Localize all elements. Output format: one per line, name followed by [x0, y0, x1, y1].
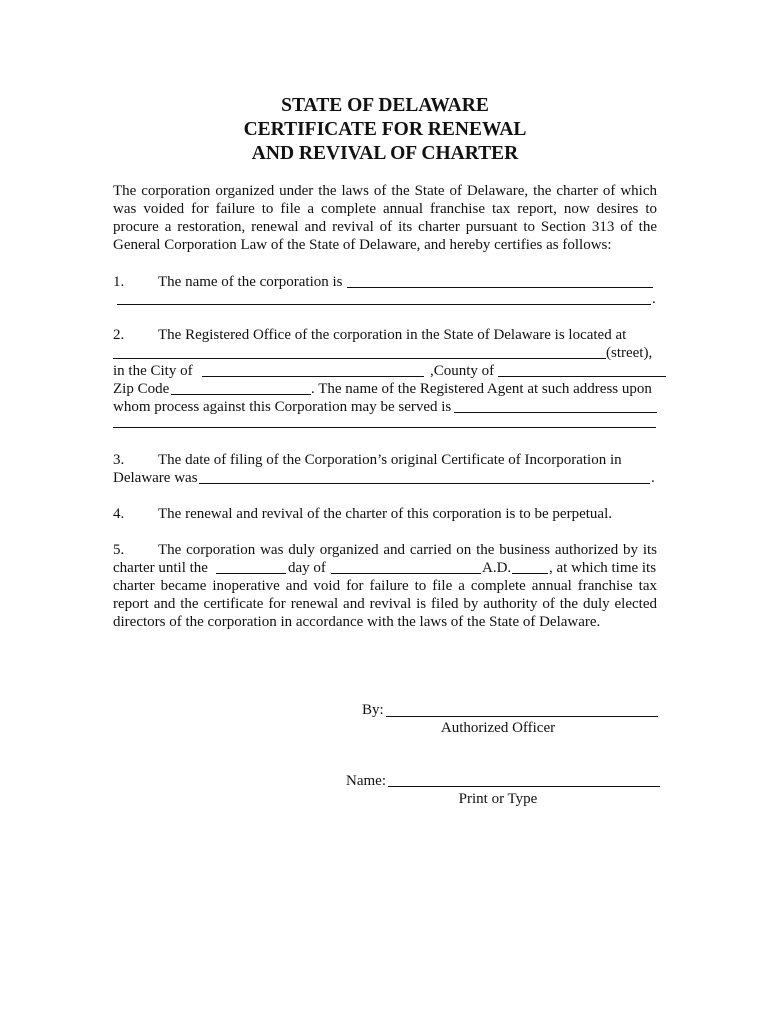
intro-line-1: The corporation organized under the laws of the State of Delaware, the charter of which [113, 183, 657, 199]
street-label: (street), [606, 345, 653, 361]
item-4-text: The renewal and revival of the charter of this corporation is to be perpetual. [158, 506, 612, 522]
zip-code-field[interactable] [171, 394, 311, 395]
title-line-2: CERTIFICATE FOR RENEWAL [243, 119, 527, 140]
item-5-line-4: report and the certificate for renewal and revival is filed by authority of the duly elected [113, 596, 657, 612]
until-month-field[interactable] [331, 573, 481, 574]
delaware-was-label: Delaware was [113, 470, 198, 486]
county-field[interactable] [498, 376, 666, 377]
authorized-officer-caption: Authorized Officer [440, 720, 556, 736]
day-of-label: day of [288, 560, 326, 576]
title-line-1: STATE OF DELAWARE [281, 95, 489, 116]
item-2-number: 2. [113, 327, 125, 343]
registered-agent-text: . The name of the Registered Agent at such address upon [311, 381, 652, 397]
item-3-number: 3. [113, 452, 125, 468]
process-text: whom process against this Corporation may be served is [113, 399, 452, 415]
item-5-line-3: charter became inoperative and void for failure to file a complete annual franchise tax [113, 578, 657, 594]
by-label: By: [362, 702, 384, 718]
signature-field[interactable] [386, 716, 658, 717]
item-5-line-1: The corporation was duly organized and carried on the business authorized by its [158, 542, 657, 558]
intro-line-3: procure a restoration, renewal and revival of its charter pursuant to Section 313 of the [113, 219, 657, 235]
item-3-text: The date of filing of the Corporation’s original Certificate of Incorporation in [158, 452, 622, 468]
item-5-line-5: directors of the corporation in accordance with the laws of the State of Delaware. [113, 614, 601, 630]
item-4-number: 4. [113, 506, 125, 522]
title-line-3: AND REVIVAL OF CHARTER [251, 143, 519, 164]
item-1-number: 1. [113, 274, 125, 290]
intro-line-2: was voided for failure to file a complete annual franchise tax report, now desires to [113, 201, 657, 217]
corporation-name-field[interactable] [347, 287, 653, 288]
item-5-number: 5. [113, 542, 125, 558]
item-1-period: . [652, 291, 656, 307]
ad-label: A.D. [482, 560, 512, 576]
registered-agent-field-continued[interactable] [113, 427, 656, 428]
city-field[interactable] [202, 376, 424, 377]
corporation-name-field-continued[interactable] [117, 304, 651, 305]
zip-code-label: Zip Code [113, 381, 170, 397]
incorporation-date-field[interactable] [199, 483, 650, 484]
printed-name-field[interactable] [388, 786, 660, 787]
at-which-time-label: , at which time its [549, 560, 657, 576]
item-1-text: The name of the corporation is [158, 274, 343, 290]
county-label: ,County of [430, 363, 495, 379]
until-year-field[interactable] [512, 573, 548, 574]
intro-line-4: General Corporation Law of the State of Delaware, and hereby certifies as follows: [113, 237, 612, 253]
print-or-type-caption: Print or Type [458, 791, 538, 807]
name-label: Name: [346, 773, 386, 789]
city-label: in the City of [113, 363, 193, 379]
item-2-text: The Registered Office of the corporation in the State of Delaware is located at [158, 327, 627, 343]
street-field[interactable] [113, 358, 606, 359]
until-day-field[interactable] [216, 573, 286, 574]
charter-until-label: charter until the [113, 560, 208, 576]
registered-agent-field[interactable] [454, 412, 657, 413]
document-title [0, 94, 770, 166]
item-3-period: . [651, 470, 655, 486]
